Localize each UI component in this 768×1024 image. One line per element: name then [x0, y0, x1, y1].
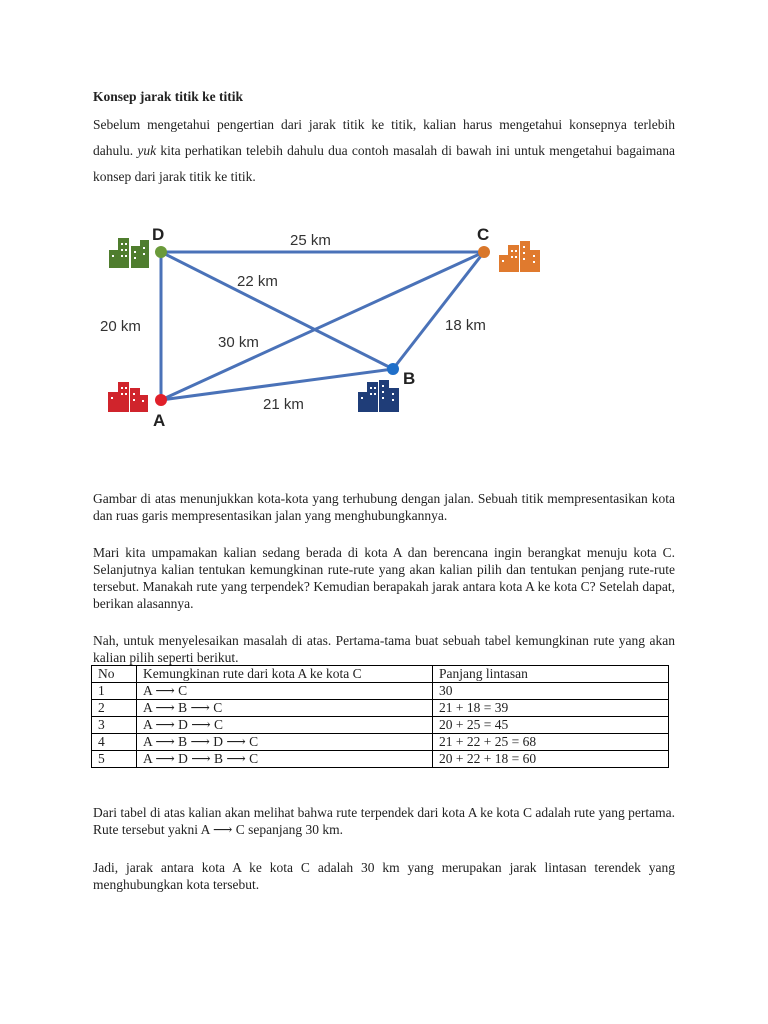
edge-label-a-b: 21 km [263, 396, 304, 413]
table-row [92, 734, 669, 751]
table-cell-no: 5 [92, 751, 137, 768]
table-cell-route: A ⟶ D ⟶ C [137, 717, 433, 734]
building-icon-navy [358, 380, 399, 412]
node-d [155, 246, 167, 258]
edge-label-d-b: 22 km [237, 273, 278, 290]
edge-b-c [393, 252, 484, 369]
paragraph-problem: Mari kita umpamakan kalian sedang berada di kota A dan berencana ingin berangkat menuju kota C. Selanjutnya kalian tentukan kemungkinan rute-rute yang akan kalian pilih dan tentukan penjang rute-rute tersebut. Manakah rute yang terpendek? Kemudian berapakah jarak antara kota A ke kota C? Setelah dapat, berikan alasannya. [93, 545, 675, 611]
table-cell-length: 20 + 22 + 18 = 60 [433, 751, 669, 768]
table-cell-no: 3 [92, 717, 137, 734]
table-cell-route: A ⟶ C [137, 683, 433, 700]
edge-label-b-c: 18 km [445, 317, 486, 334]
node-label-a: A [153, 411, 166, 430]
paragraph-shortest-route: Dari tabel di atas kalian akan melihat bahwa rute terpendek dari kota A ke kota C adalah rute yang pertama. Rute tersebut yakni A ⟶ C sepanjang 30 km. [93, 805, 675, 837]
node-b [387, 363, 399, 375]
table-cell-no: 1 [92, 683, 137, 700]
edge-label-d-c: 25 km [290, 232, 331, 249]
table-cell-length: 21 + 22 + 25 = 68 [433, 734, 669, 751]
table-cell-route: A ⟶ B ⟶ C [137, 700, 433, 717]
paragraph-table-intro: Nah, untuk menyelesaikan masalah di atas. Pertama-tama buat sebuah tabel kemungkinan rute yang akan kalian pilih seperti berikut. [93, 633, 675, 665]
node-a [155, 394, 167, 406]
node-label-c: C [477, 225, 490, 244]
building-icon-orange [499, 241, 540, 272]
table-row [92, 751, 669, 768]
table-cell-length: 20 + 25 = 45 [433, 717, 669, 734]
table-header-route: Kemungkinan rute dari kota A ke kota C [137, 666, 433, 683]
city-route-diagram [100, 218, 550, 438]
node-label-b: B [403, 369, 416, 388]
intro-italic-word: yuk [137, 143, 157, 158]
table-header-no: No [92, 666, 137, 683]
edge-label-d-a: 20 km [100, 318, 141, 335]
paragraph-graph-description: Gambar di atas menunjukkan kota-kota yang terhubung dengan jalan. Sebuah titik mempresentasikan kota dan ruas garis mempresentasikan jalan yang menghubungkannya. [93, 491, 675, 523]
table-cell-route: A ⟶ D ⟶ B ⟶ C [137, 751, 433, 768]
table-cell-no: 4 [92, 734, 137, 751]
table-header-length: Panjang lintasan [433, 666, 669, 683]
paragraph-conclusion: Jadi, jarak antara kota A ke kota C adalah 30 km yang merupakan jarak lintasan terendek yang menghubungkan kota tersebut. [93, 860, 675, 892]
table-cell-route: A ⟶ B ⟶ D ⟶ C [137, 734, 433, 751]
table-cell-length: 21 + 18 = 39 [433, 700, 669, 717]
table-row [92, 700, 669, 717]
section-heading: Konsep jarak titik ke titik [93, 89, 244, 104]
intro-text-end: kita perhatikan telebih dahulu dua contoh masalah di bawah ini untuk mengetahui bagaimana konsep dari jarak titik ke titik. [93, 143, 675, 184]
intro-paragraph [93, 112, 675, 190]
table-header-row [92, 666, 669, 683]
table-cell-length: 30 [433, 683, 669, 700]
intro-text-start: Sebelum mengetahui pengertian dari jarak titik ke titik, kalian harus mengetahui konsepnya terlebih dahulu. [93, 117, 675, 158]
building-icon-red [108, 382, 148, 412]
table-cell-no: 2 [92, 700, 137, 717]
node-c [478, 246, 490, 258]
routes-table [91, 665, 669, 768]
building-icon-green [109, 238, 149, 268]
node-label-d: D [152, 225, 165, 244]
edge-label-a-c: 30 km [218, 334, 259, 351]
table-row [92, 717, 669, 734]
table-row [92, 683, 669, 700]
